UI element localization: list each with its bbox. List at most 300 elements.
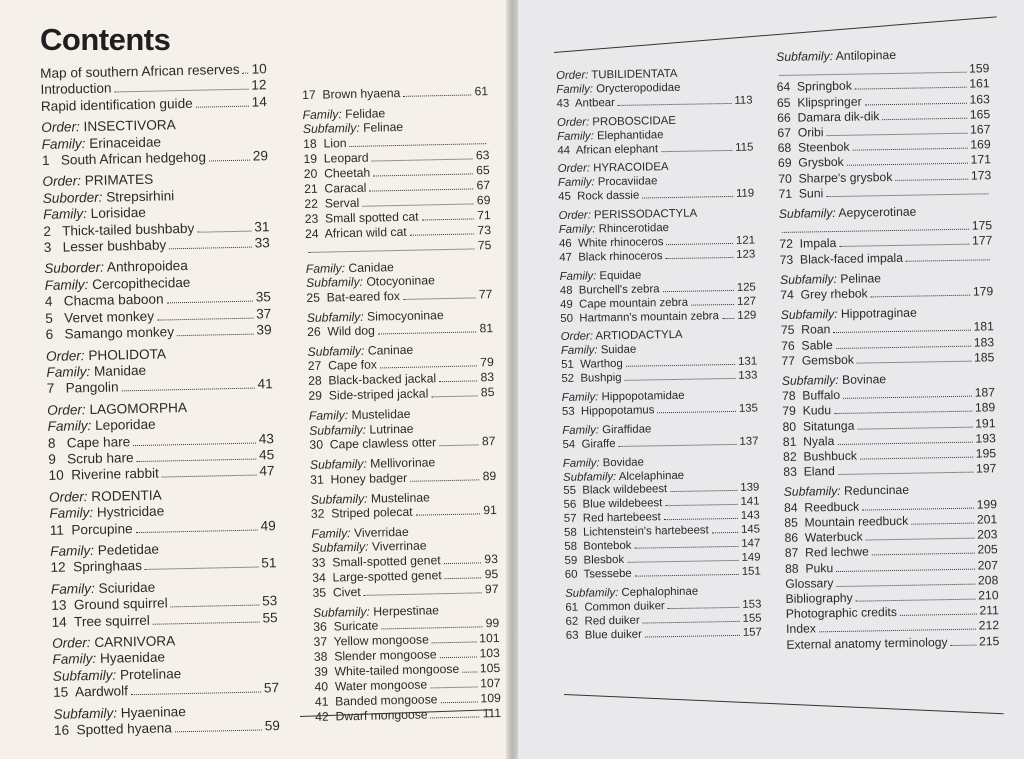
dot-leader <box>373 173 473 176</box>
entry-label: 72 Impala <box>779 236 837 252</box>
taxon-name: Hystricidae <box>96 503 165 521</box>
dot-leader <box>410 479 480 481</box>
entry-page-number: 211 <box>979 603 999 618</box>
dot-leader <box>422 218 475 220</box>
taxon-rank: Order: <box>556 116 590 129</box>
entry-label: 70 Sharpe's grysbok <box>778 169 893 186</box>
entry-page-number: 205 <box>977 542 998 557</box>
dot-leader <box>372 158 473 161</box>
entry-label: 28 Black-backed jackal <box>307 371 437 389</box>
entry-label: 16 Spotted hyaena <box>53 720 172 738</box>
entry-page-number: 143 <box>740 509 760 523</box>
dot-leader <box>871 295 970 298</box>
entry-page-number: 81 <box>479 321 494 336</box>
dot-leader <box>177 334 253 337</box>
taxon-rank: Subfamily: <box>310 491 368 507</box>
entry-page-number: 55 <box>262 609 278 626</box>
entry-label: 45 Rock dassie <box>558 189 640 204</box>
taxon-rank: Family: <box>50 542 95 559</box>
entry-label: 50 Hartmann's mountain zebra <box>560 309 719 325</box>
entry-label: 68 Steenbok <box>777 139 850 156</box>
dot-leader <box>663 290 734 292</box>
taxon-name: Lutrinae <box>369 421 414 437</box>
entry-page-number: 103 <box>479 646 501 661</box>
entry-page-number: 29 <box>252 148 269 164</box>
entry-label: 49 Cape mountain zebra <box>559 296 689 311</box>
entry-page-number: 93 <box>484 551 499 567</box>
entry-label: 40 Water mongoose <box>314 677 428 695</box>
dot-leader <box>308 248 474 252</box>
taxon-rank: Subfamily: <box>306 309 364 325</box>
entry-page-number: 31 <box>254 218 270 235</box>
toc-column-2 <box>302 84 501 725</box>
taxon-rank: Family: <box>308 408 349 424</box>
entry-page-number: 125 <box>736 281 756 294</box>
taxon-name: Simocyoninae <box>366 307 444 324</box>
entry-page-number: 151 <box>741 565 761 578</box>
entry-page-number: 135 <box>738 402 759 415</box>
dot-leader <box>712 532 738 533</box>
dot-leader <box>865 102 967 105</box>
taxon-rank: Order: <box>560 330 594 344</box>
entry-label: 23 Small spotted cat <box>304 209 419 226</box>
dot-leader <box>432 642 476 644</box>
entry-page-number: 169 <box>970 137 991 152</box>
taxon-rank: Subfamily: <box>779 271 838 287</box>
entry-label: Rapid identification guide <box>40 95 193 114</box>
taxon-rank: Subfamily: <box>776 49 834 64</box>
entry-page-number: 183 <box>973 334 995 350</box>
taxon-name: Rhincerotidae <box>598 222 670 236</box>
taxon-rank: Subfamily: <box>307 343 365 359</box>
entry-label: 19 Leopard <box>303 150 369 166</box>
entry-page-number: 167 <box>969 122 991 137</box>
entry-label: 76 Sable <box>781 337 833 353</box>
entry-label: 14 Tree squirrel <box>51 612 151 630</box>
entry-label: 44 African elephant <box>557 142 659 157</box>
taxon-rank: Family: <box>562 424 600 437</box>
entry-label: 30 Cape clawless otter <box>309 435 437 453</box>
entry-label: 59 Blesbok <box>564 553 625 567</box>
taxon-name: Hippopotamidae <box>601 389 685 404</box>
taxon-name: Giraffidae <box>602 423 652 437</box>
dot-leader <box>862 507 973 510</box>
dot-leader <box>836 568 975 571</box>
entry-label: Introduction <box>40 80 112 98</box>
entry-page-number: 207 <box>977 557 999 573</box>
entry-label: 24 African wild cat <box>304 224 407 241</box>
entry-label: 82 Bushbuck <box>782 448 858 465</box>
entry-label: 11 Porcupine <box>49 520 133 538</box>
taxon-name: Bovinae <box>841 372 887 387</box>
dot-leader <box>431 396 478 398</box>
taxon-name: Mustelinae <box>370 490 430 506</box>
entry-page-number: 71 <box>476 207 491 223</box>
taxon-name: Felinae <box>363 120 404 136</box>
dot-leader <box>635 574 739 577</box>
entry-page-number: 127 <box>736 295 757 308</box>
entry-label: Map of southern African reserves <box>40 61 240 81</box>
entry-page-number: 73 <box>477 222 492 238</box>
entry-label: 31 Honey badger <box>310 470 408 487</box>
dot-leader <box>951 644 976 645</box>
entry-page-number: 35 <box>255 289 272 305</box>
dot-leader <box>643 621 740 624</box>
taxon-name: Hyaeninae <box>120 703 186 721</box>
entry-page-number: 33 <box>254 235 270 251</box>
dot-leader <box>122 388 255 392</box>
entry-page-number: 185 <box>973 350 995 365</box>
entry-label: 87 Red lechwe <box>784 544 869 561</box>
entry-label: 60 Tsessebe <box>564 567 632 581</box>
taxon-rank: Family: <box>562 456 600 470</box>
dot-leader <box>883 117 967 119</box>
entry-page-number: 175 <box>971 218 993 233</box>
entry-page-number: 105 <box>479 661 501 676</box>
taxon-name: HYRACOIDEA <box>593 161 669 175</box>
dot-leader <box>131 692 261 696</box>
entry-label: 36 Suricate <box>313 618 379 635</box>
taxon-rank: Subfamily: <box>780 307 838 323</box>
dot-leader <box>439 445 479 447</box>
entry-page-number: 165 <box>969 107 991 122</box>
entry-label: 56 Blue wildebeest <box>563 497 663 512</box>
entry-label: 58 Lichtenstein's hartebeest <box>563 524 709 540</box>
toc-entry <box>54 718 280 739</box>
dot-leader <box>837 442 972 445</box>
page-title: Contents <box>40 22 171 57</box>
entry-label: 6 Samango monkey <box>45 324 175 343</box>
dot-leader <box>403 297 476 300</box>
entry-page-number: 65 <box>476 162 490 178</box>
taxon-rank: Order: <box>45 347 85 364</box>
entry-label: 3 Lesser bushbaby <box>43 237 167 256</box>
dot-leader <box>834 411 972 414</box>
entry-label: 7 Pangolin <box>46 379 119 397</box>
taxon-rank: Suborder: <box>44 260 105 277</box>
entry-label: 51 Warthog <box>561 358 623 372</box>
dot-leader <box>441 702 478 704</box>
entry-label: 78 Buffalo <box>781 388 841 404</box>
toc-column-4 <box>776 46 999 652</box>
entry-label: 2 Thick-tailed bushbaby <box>43 220 195 239</box>
taxon-rank: Family: <box>44 276 89 293</box>
entry-page-number: 75 <box>477 237 492 253</box>
entry-page-number: 133 <box>738 369 758 382</box>
entry-page-number: 177 <box>971 233 993 249</box>
taxon-rank: Order: <box>41 119 80 136</box>
entry-page-number: 121 <box>735 234 756 247</box>
taxon-rank: Family: <box>42 206 88 223</box>
dot-leader <box>872 553 975 556</box>
entry-label: 53 Hippopotamus <box>561 404 655 418</box>
taxon-name: Felidae <box>345 106 386 122</box>
dot-leader <box>175 730 262 733</box>
taxon-name: Equidae <box>599 269 642 283</box>
taxon-rank: Order: <box>47 401 86 418</box>
entry-page-number: 179 <box>972 284 994 299</box>
taxon-name: Pedetidae <box>97 541 160 558</box>
entry-label: 43 Antbear <box>556 96 615 110</box>
taxon-rank: Subfamily: <box>563 470 617 484</box>
entry-label: 65 Klipspringer <box>776 94 862 110</box>
dot-leader <box>866 538 975 541</box>
dot-leader <box>440 657 477 659</box>
dot-leader <box>827 133 968 136</box>
entry-page-number: 181 <box>973 319 994 335</box>
entry-page-number: 85 <box>480 385 495 400</box>
entry-page-number: 99 <box>485 616 500 631</box>
entry-label: Glossary <box>785 575 834 591</box>
entry-page-number: 107 <box>480 676 501 691</box>
taxon-rank: Family: <box>49 505 94 522</box>
dot-leader <box>137 458 256 462</box>
taxon-rank: Family: <box>50 580 95 597</box>
entry-label: 47 Black rhinoceros <box>559 250 663 264</box>
entry-page-number: 109 <box>480 691 501 706</box>
taxon-name: Herpestinae <box>373 603 440 619</box>
taxon-name: Elephantidae <box>596 128 664 142</box>
taxon-name: Mellivorinae <box>370 455 436 471</box>
taxon-rank: Suborder: <box>42 189 103 206</box>
entry-label: 5 Vervet monkey <box>45 308 155 326</box>
taxon-name: PROBOSCIDAE <box>592 114 677 129</box>
taxon-name: Viverrinae <box>371 538 427 555</box>
entry-page-number: 139 <box>740 481 760 495</box>
entry-page-number: 187 <box>974 385 996 400</box>
taxon-name: Otocyoninae <box>366 273 435 289</box>
entry-label: 69 Grysbok <box>777 155 844 171</box>
taxon-name: Bovidae <box>602 456 645 469</box>
entry-label: 13 Ground squirrel <box>51 595 168 614</box>
dot-leader <box>145 567 258 570</box>
taxon-name: Anthropoidea <box>106 258 188 276</box>
entry-page-number: 43 <box>258 430 275 447</box>
entry-page-number: 41 <box>257 376 273 392</box>
dot-leader <box>906 259 990 261</box>
taxon-name: PRIMATES <box>84 172 154 189</box>
entry-page-number: 191 <box>975 415 996 431</box>
entry-page-number: 47 <box>259 463 275 479</box>
entry-page-number: 83 <box>480 370 495 385</box>
dot-leader <box>197 230 251 232</box>
entry-page-number: 119 <box>735 187 755 201</box>
taxon-rank: Order: <box>48 488 88 505</box>
dot-leader <box>645 634 740 637</box>
dot-leader <box>350 143 487 147</box>
entry-page-number: 145 <box>740 523 761 537</box>
taxon-name: Orycteropodidae <box>596 81 681 96</box>
entry-label: 35 Civet <box>312 584 361 600</box>
taxon-name: Reduncinae <box>843 483 910 499</box>
taxon-name: Alcelaphinae <box>618 469 685 483</box>
entry-label: 8 Cape hare <box>47 433 131 451</box>
dot-leader <box>462 672 477 673</box>
entry-label: 37 Yellow mongoose <box>313 632 429 650</box>
entry-page-number: 147 <box>741 537 761 550</box>
dot-leader <box>430 687 477 689</box>
taxon-rank: Family: <box>46 363 91 380</box>
dot-leader <box>410 233 475 235</box>
entry-page-number: 203 <box>977 527 998 542</box>
dot-leader <box>665 504 737 506</box>
toc-column-3 <box>556 67 762 644</box>
taxon-name: PERISSODACTYLA <box>593 207 698 222</box>
entry-page-number: 189 <box>974 400 996 416</box>
entry-label: 83 Eland <box>783 464 835 480</box>
entry-label: 29 Side-striped jackal <box>308 386 429 404</box>
taxon-rank: Family: <box>557 176 595 190</box>
entry-label: 48 Burchell's zebra <box>559 282 660 297</box>
entry-label: 17 Brown hyaena <box>302 85 401 102</box>
dot-leader <box>445 577 482 579</box>
entry-page-number: 89 <box>482 468 497 483</box>
entry-label: 80 Sitatunga <box>782 418 855 434</box>
dot-leader <box>661 149 732 151</box>
dot-leader <box>369 188 473 191</box>
taxon-rank: Subfamily: <box>52 667 117 684</box>
entry-page-number: 215 <box>978 633 1000 649</box>
entry-page-number: 193 <box>975 431 996 446</box>
taxon-rank: Family: <box>558 223 596 237</box>
entry-page-number: 163 <box>969 91 991 107</box>
taxon-rank: Subfamily: <box>783 484 841 500</box>
entry-page-number: 59 <box>264 718 281 734</box>
dot-leader <box>670 490 737 492</box>
dot-leader <box>666 257 734 259</box>
dot-leader <box>853 148 968 151</box>
entry-page-number: 61 <box>474 84 489 99</box>
taxon-rank: Family: <box>561 391 599 404</box>
dot-leader <box>667 243 734 245</box>
entry-page-number: 157 <box>742 626 762 639</box>
dot-leader <box>855 87 966 90</box>
entry-page-number: 113 <box>734 94 753 107</box>
entry-label: 71 Suni <box>778 186 824 201</box>
entry-label: 58 Bontebok <box>564 539 632 554</box>
taxon-rank: Family: <box>305 260 346 276</box>
entry-label: 85 Mountain reedbuck <box>784 513 909 530</box>
dot-leader <box>403 94 471 96</box>
dot-leader <box>381 627 482 630</box>
entry-page-number: 210 <box>978 588 999 603</box>
taxon-rank: Subfamily: <box>781 373 839 389</box>
taxon-name: PHOLIDOTA <box>88 345 167 363</box>
entry-label: 84 Reedbuck <box>783 499 860 515</box>
dot-leader <box>626 364 735 367</box>
dot-leader <box>439 381 477 383</box>
entry-label: Bibliography <box>785 590 853 606</box>
entry-page-number: 67 <box>476 177 491 193</box>
entry-page-number: 195 <box>975 446 997 461</box>
taxon-name: Pelinae <box>840 271 882 286</box>
dot-leader <box>826 193 988 197</box>
taxon-name: Lorisidae <box>90 205 147 222</box>
taxon-name: Hyaenidae <box>99 649 166 667</box>
taxon-rank: Family: <box>52 651 97 668</box>
taxon-name: Strepsirhini <box>106 188 175 205</box>
dot-leader <box>362 203 474 206</box>
dot-leader <box>836 583 975 586</box>
entry-label: 12 Springhaas <box>50 558 143 576</box>
taxon-name: Cercopithecidae <box>92 274 191 292</box>
dot-leader <box>133 442 255 446</box>
dot-leader <box>625 378 736 381</box>
taxon-rank: Family: <box>560 344 598 358</box>
entry-page-number: 201 <box>976 512 998 527</box>
dot-leader <box>856 599 976 602</box>
entry-page-number: 95 <box>484 566 499 582</box>
taxon-name: Cephalophinae <box>621 585 699 599</box>
taxon-rank: Subfamily: <box>309 456 367 473</box>
taxon-name: Viverridae <box>353 524 409 541</box>
entry-label: 20 Cheetah <box>303 165 371 181</box>
taxon-rank: Family: <box>47 418 92 435</box>
dot-leader <box>847 163 968 166</box>
entry-label: 63 Blue duiker <box>565 628 642 642</box>
taxon-name: TUBILIDENTATA <box>591 67 678 82</box>
taxon-name: Caninae <box>367 342 414 358</box>
dot-leader <box>169 247 251 250</box>
entry-page-number: 137 <box>739 435 759 448</box>
entry-label: 10 Riverine rabbit <box>48 465 160 484</box>
entry-label: 4 Chacma baboon <box>44 291 164 310</box>
entry-label: 67 Oribi <box>777 125 824 141</box>
dot-leader <box>860 457 973 460</box>
entry-page-number: 77 <box>478 286 493 301</box>
dot-leader <box>900 614 976 616</box>
entry-label: 18 Lion <box>303 135 347 151</box>
dot-leader <box>243 73 249 74</box>
entry-page-number: 161 <box>969 76 990 92</box>
dot-leader <box>895 178 968 180</box>
dot-leader <box>668 607 740 609</box>
taxon-name: LAGOMORPHA <box>89 399 188 417</box>
entry-label: 77 Gemsbok <box>781 352 855 368</box>
entry-page-number: 53 <box>261 593 278 609</box>
dot-leader <box>857 426 972 429</box>
entry-page-number: 115 <box>735 141 754 154</box>
entry-page-number: 91 <box>483 503 498 518</box>
dot-leader <box>911 523 974 525</box>
taxon-name: RODENTIA <box>91 487 162 504</box>
taxon-rank: Subfamily: <box>778 206 836 222</box>
taxon-name: Aepycerotinae <box>838 204 917 220</box>
entry-page-number: 97 <box>484 581 499 597</box>
entry-label: 21 Caracal <box>303 180 367 196</box>
entry-page-number: 212 <box>978 618 1000 633</box>
taxon-name: Mustelidae <box>351 407 411 423</box>
entry-page-number: 14 <box>251 94 267 110</box>
entry-label: 57 Red hartebeest <box>563 511 661 526</box>
entry-label: 42 Dwarf mongoose <box>315 707 428 725</box>
entry-label: 25 Bat-eared fox <box>306 288 401 305</box>
entry-page-number: 123 <box>736 248 756 261</box>
bottom-rule-right <box>564 694 1004 714</box>
toc-column-1 <box>40 61 280 739</box>
entry-page-number: 51 <box>261 555 277 571</box>
taxon-name: Procaviidae <box>597 175 658 189</box>
taxon-rank: Subfamily: <box>53 705 118 722</box>
taxon-name: CARNIVORA <box>94 633 176 650</box>
dot-leader <box>843 396 972 399</box>
dot-leader <box>642 196 733 199</box>
taxon-rank: Order: <box>42 173 82 190</box>
entry-label: 61 Common duiker <box>565 599 665 614</box>
taxon-name: Leporidae <box>94 416 156 434</box>
dot-leader <box>857 361 971 364</box>
entry-label: 33 Small-spotted genet <box>311 553 441 570</box>
